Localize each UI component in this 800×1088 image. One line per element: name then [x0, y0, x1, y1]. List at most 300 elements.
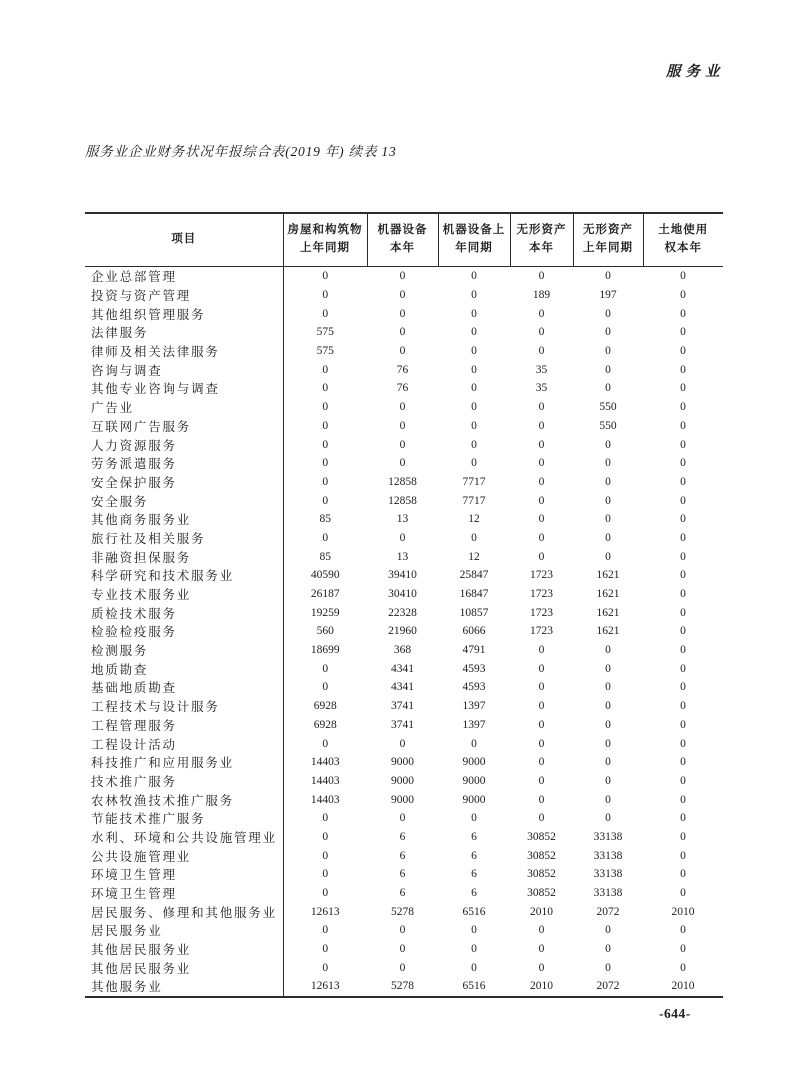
- row-label: 安全保护服务: [85, 473, 283, 492]
- cell-value: 0: [538, 681, 545, 694]
- cell-value: 0: [399, 401, 406, 414]
- cell-value: 0: [680, 868, 686, 881]
- col-header-line2: 本年: [390, 242, 415, 254]
- row-label: 居民服务业: [85, 921, 283, 940]
- table-row: [85, 828, 723, 847]
- col-header-line2: 权本年: [664, 242, 702, 254]
- cell-value: 0: [538, 550, 545, 563]
- cell-value: 0: [471, 382, 477, 395]
- cell-value: 0: [680, 401, 686, 414]
- cell-value: 550: [599, 419, 617, 432]
- col-header-line2: 上年同期: [300, 242, 350, 254]
- cell-value: 16847: [459, 588, 489, 601]
- cell-value: 21960: [388, 625, 417, 638]
- cell-value: 197: [599, 289, 617, 302]
- cell-value: 575: [316, 326, 334, 339]
- table-row: [85, 977, 723, 997]
- cell-value: 9000: [462, 756, 486, 769]
- cell-value: 0: [605, 475, 611, 488]
- row-label: 其他居民服务业: [85, 958, 283, 977]
- row-label: 专业技术服务业: [85, 585, 283, 604]
- cell-value: 0: [538, 270, 545, 283]
- cell-value: 6928: [313, 700, 337, 713]
- cell-value: 1723: [530, 569, 553, 582]
- col-header-machinery-prev: [438, 213, 510, 267]
- cell-value: 0: [605, 662, 611, 675]
- row-label: 工程管理服务: [85, 716, 283, 735]
- cell-value: 12: [468, 513, 480, 526]
- cell-value: 0: [471, 812, 477, 825]
- table-row: [85, 398, 723, 417]
- row-label: 其他专业咨询与调查: [85, 379, 283, 398]
- cell-value: 0: [322, 849, 329, 862]
- cell-value: 40590: [310, 569, 340, 582]
- cell-value: 10857: [459, 606, 489, 619]
- table-row: [85, 958, 723, 977]
- cell-value: 85: [319, 513, 331, 526]
- table-row: [85, 267, 723, 286]
- cell-value: 0: [471, 419, 477, 432]
- table-row: [85, 641, 723, 660]
- row-label: 检验检疫服务: [85, 622, 283, 641]
- row-label: 非融资担保服务: [85, 547, 283, 566]
- cell-value: 76: [396, 363, 409, 376]
- cell-value: 9000: [462, 793, 486, 806]
- row-label: 环境卫生管理: [85, 865, 283, 884]
- cell-value: 0: [605, 681, 611, 694]
- cell-value: 0: [680, 588, 686, 601]
- cell-value: 4593: [462, 681, 486, 694]
- cell-value: 0: [680, 606, 686, 619]
- table-row: [85, 473, 723, 492]
- cell-value: 0: [322, 494, 329, 507]
- table-row: [85, 753, 723, 772]
- cell-value: 0: [538, 494, 545, 507]
- table-row: [85, 772, 723, 791]
- row-label: 地质勘查: [85, 659, 283, 678]
- cell-value: 0: [538, 737, 545, 750]
- cell-value: 0: [680, 681, 686, 694]
- cell-value: 0: [322, 961, 329, 974]
- cell-value: 0: [680, 270, 686, 283]
- cell-value: 30410: [388, 588, 417, 601]
- table-row: [85, 323, 723, 342]
- table-row: [85, 286, 723, 305]
- row-label: 律师及相关法律服务: [85, 342, 283, 361]
- table-row: [85, 734, 723, 753]
- cell-value: 0: [471, 289, 477, 302]
- row-label: 互联网广告服务: [85, 417, 283, 436]
- cell-value: 2010: [530, 905, 553, 918]
- cell-value: 0: [322, 868, 329, 881]
- cell-value: 4341: [391, 681, 414, 694]
- cell-value: 0: [605, 812, 611, 825]
- cell-value: 0: [605, 774, 611, 787]
- cell-value: 0: [399, 737, 406, 750]
- col-header-line1: 无形资产: [583, 224, 633, 237]
- cell-value: 22328: [388, 606, 417, 619]
- corner-section-label: 服务业: [666, 64, 725, 80]
- cell-value: 33138: [593, 830, 623, 843]
- cell-value: 0: [680, 382, 686, 395]
- cell-value: 0: [605, 924, 611, 937]
- cell-value: 0: [680, 513, 686, 526]
- cell-value: 0: [471, 307, 477, 320]
- cell-value: 368: [393, 644, 412, 657]
- cell-value: 0: [471, 943, 477, 956]
- cell-value: 0: [399, 961, 406, 974]
- cell-value: 39410: [388, 569, 417, 582]
- cell-value: 9000: [391, 793, 414, 806]
- page-number: -644-: [659, 1006, 691, 1021]
- row-label: 农林牧渔技术推广服务: [85, 790, 283, 809]
- row-label: 其他商务服务业: [85, 510, 283, 529]
- cell-value: 0: [322, 475, 329, 488]
- cell-value: 0: [538, 943, 545, 956]
- cell-value: 0: [322, 419, 329, 432]
- cell-value: 76: [396, 382, 409, 395]
- cell-value: 189: [532, 289, 551, 302]
- cell-value: 0: [538, 812, 545, 825]
- cell-value: 0: [538, 793, 545, 806]
- cell-value: 0: [605, 550, 611, 563]
- cell-value: 0: [680, 307, 686, 320]
- cell-value: 12613: [310, 905, 340, 918]
- row-label: 工程技术与设计服务: [85, 697, 283, 716]
- table-row: [85, 529, 723, 548]
- cell-value: 0: [538, 700, 545, 713]
- cell-value: 1397: [462, 700, 486, 713]
- cell-value: 0: [471, 401, 477, 414]
- cell-value: 4341: [391, 662, 414, 675]
- cell-value: 0: [322, 363, 329, 376]
- col-header-line1: 土地使用: [658, 224, 709, 237]
- table-row: [85, 790, 723, 809]
- col-header-intangible-prev: [573, 213, 643, 267]
- cell-value: 0: [471, 326, 477, 339]
- cell-value: 30852: [527, 849, 556, 862]
- cell-value: 0: [322, 307, 329, 320]
- cell-value: 5278: [391, 905, 414, 918]
- cell-value: 13: [396, 513, 409, 526]
- cell-value: 0: [538, 756, 545, 769]
- cell-value: 0: [680, 849, 686, 862]
- row-label: 公共设施管理业: [85, 846, 283, 865]
- cell-value: 0: [605, 793, 611, 806]
- table-row: [85, 622, 723, 641]
- header-row: [85, 213, 723, 267]
- table-row: [85, 678, 723, 697]
- row-label: 安全服务: [85, 491, 283, 510]
- cell-value: 7717: [462, 475, 486, 488]
- col-header-intangible-current: [510, 213, 573, 267]
- cell-value: 33138: [593, 887, 623, 900]
- table-body: [85, 267, 723, 997]
- cell-value: 0: [605, 382, 611, 395]
- cell-value: 0: [322, 531, 329, 544]
- cell-value: 0: [538, 513, 545, 526]
- cell-value: 1723: [530, 606, 553, 619]
- financial-table-wrap: [85, 212, 723, 998]
- cell-value: 0: [322, 270, 329, 283]
- row-label: 法律服务: [85, 323, 283, 342]
- cell-value: 14403: [310, 793, 340, 806]
- row-label: 劳务派遣服务: [85, 454, 283, 473]
- row-label: 其他服务业: [85, 977, 283, 997]
- cell-value: 0: [680, 457, 686, 470]
- table-row: [85, 342, 723, 361]
- cell-value: 6516: [462, 905, 486, 918]
- cell-value: 0: [680, 345, 686, 358]
- cell-value: 0: [605, 345, 611, 358]
- cell-value: 1397: [462, 718, 486, 731]
- table-row: [85, 865, 723, 884]
- cell-value: 0: [680, 531, 686, 544]
- cell-value: 1723: [530, 588, 553, 601]
- table-row: [85, 566, 723, 585]
- cell-value: 0: [680, 961, 686, 974]
- cell-value: 12858: [388, 494, 417, 507]
- cell-value: 575: [316, 345, 334, 358]
- row-label: 环境卫生管理: [85, 884, 283, 903]
- cell-value: 0: [605, 270, 611, 283]
- cell-value: 0: [680, 644, 686, 657]
- table-row: [85, 417, 723, 436]
- cell-value: 0: [471, 270, 477, 283]
- row-label: 其他组织管理服务: [85, 304, 283, 323]
- cell-value: 1723: [530, 625, 553, 638]
- cell-value: 30852: [527, 887, 556, 900]
- cell-value: 0: [322, 737, 329, 750]
- row-label: 基础地质勘查: [85, 678, 283, 697]
- table-row: [85, 846, 723, 865]
- cell-value: 0: [322, 382, 329, 395]
- cell-value: 0: [471, 438, 477, 451]
- cell-value: 1621: [596, 606, 620, 619]
- cell-value: 1621: [596, 569, 620, 582]
- row-label: 质检技术服务: [85, 603, 283, 622]
- cell-value: 33138: [593, 868, 623, 881]
- cell-value: 2010: [671, 980, 695, 993]
- cell-value: 6: [471, 887, 477, 900]
- cell-value: 9000: [391, 774, 414, 787]
- row-label: 广告业: [85, 398, 283, 417]
- cell-value: 12858: [388, 475, 417, 488]
- document-title: 服务业企业财务状况年报综合表(2019 年) 续表 13: [85, 144, 397, 159]
- table-row: [85, 379, 723, 398]
- cell-value: 0: [680, 830, 686, 843]
- cell-value: 0: [399, 457, 406, 470]
- cell-value: 0: [605, 961, 611, 974]
- cell-value: 0: [538, 774, 545, 787]
- cell-value: 0: [605, 531, 611, 544]
- cell-value: 0: [680, 700, 686, 713]
- cell-value: 0: [680, 718, 686, 731]
- table-row: [85, 697, 723, 716]
- cell-value: 0: [605, 438, 611, 451]
- row-label: 科技推广和应用服务业: [85, 753, 283, 772]
- cell-value: 0: [680, 419, 686, 432]
- cell-value: 26187: [310, 588, 340, 601]
- table-row: [85, 809, 723, 828]
- cell-value: 0: [605, 513, 611, 526]
- cell-value: 0: [322, 943, 329, 956]
- table-row: [85, 603, 723, 622]
- cell-value: 0: [322, 812, 329, 825]
- col-header-line2: 本年: [529, 242, 554, 254]
- row-label: 其他居民服务业: [85, 940, 283, 959]
- cell-value: 0: [605, 307, 611, 320]
- cell-value: 0: [538, 475, 545, 488]
- cell-value: 3741: [391, 700, 414, 713]
- cell-value: 6516: [462, 980, 486, 993]
- cell-value: 0: [680, 494, 686, 507]
- cell-value: 0: [471, 457, 477, 470]
- row-label: 科学研究和技术服务业: [85, 566, 283, 585]
- cell-value: 0: [399, 419, 406, 432]
- cell-value: 12613: [310, 980, 340, 993]
- cell-value: 13: [396, 550, 409, 563]
- cell-value: 0: [399, 307, 406, 320]
- cell-value: 0: [399, 345, 406, 358]
- table-row: [85, 304, 723, 323]
- cell-value: 0: [680, 756, 686, 769]
- cell-value: 0: [322, 830, 329, 843]
- cell-value: 6: [399, 868, 406, 881]
- cell-value: 6: [399, 887, 406, 900]
- table-row: [85, 921, 723, 940]
- cell-value: 0: [680, 774, 686, 787]
- cell-value: 0: [605, 943, 611, 956]
- table-row: [85, 435, 723, 454]
- cell-value: 0: [538, 438, 545, 451]
- cell-value: 6928: [313, 718, 337, 731]
- cell-value: 0: [605, 756, 611, 769]
- cell-value: 6066: [462, 625, 486, 638]
- cell-value: 6: [399, 830, 406, 843]
- row-label: 旅行社及相关服务: [85, 529, 283, 548]
- col-header-line2: 上年同期: [583, 242, 633, 254]
- cell-value: 0: [399, 812, 406, 825]
- cell-value: 0: [538, 345, 545, 358]
- table-row: [85, 360, 723, 379]
- row-label: 工程设计活动: [85, 734, 283, 753]
- cell-value: 560: [316, 625, 334, 638]
- cell-value: 0: [538, 326, 545, 339]
- col-header-machinery-current: [367, 213, 438, 267]
- cell-value: 2010: [671, 905, 695, 918]
- cell-value: 0: [538, 419, 545, 432]
- cell-value: 19259: [310, 606, 340, 619]
- cell-value: 2072: [596, 980, 620, 993]
- cell-value: 0: [680, 569, 686, 582]
- cell-value: 9000: [391, 756, 414, 769]
- cell-value: 0: [680, 625, 686, 638]
- cell-value: 14403: [310, 774, 340, 787]
- cell-value: 14403: [310, 756, 340, 769]
- cell-value: 2010: [530, 980, 553, 993]
- cell-value: 0: [471, 961, 477, 974]
- cell-value: 9000: [462, 774, 486, 787]
- cell-value: 12: [468, 550, 480, 563]
- cell-value: 0: [538, 718, 545, 731]
- cell-value: 0: [399, 438, 406, 451]
- col-header-line1: 无形资产: [516, 224, 567, 237]
- table-row: [85, 510, 723, 529]
- cell-value: 0: [680, 289, 686, 302]
- cell-value: 0: [680, 475, 686, 488]
- cell-value: 35: [535, 382, 548, 395]
- cell-value: 0: [399, 289, 406, 302]
- cell-value: 0: [605, 494, 611, 507]
- cell-value: 1621: [596, 625, 620, 638]
- cell-value: 35: [535, 363, 548, 376]
- cell-value: 0: [680, 943, 686, 956]
- cell-value: 0: [538, 924, 545, 937]
- cell-value: 0: [680, 550, 686, 563]
- cell-value: 0: [538, 401, 545, 414]
- cell-value: 6: [471, 849, 477, 862]
- cell-value: 0: [322, 289, 329, 302]
- cell-value: 0: [322, 662, 329, 675]
- row-label: 技术推广服务: [85, 772, 283, 791]
- cell-value: 30852: [527, 868, 556, 881]
- cell-value: 0: [605, 644, 611, 657]
- cell-value: 0: [605, 700, 611, 713]
- cell-value: 0: [399, 326, 406, 339]
- cell-value: 0: [322, 438, 329, 451]
- row-label: 咨询与调查: [85, 360, 283, 379]
- col-header-line2: 年同期: [455, 242, 493, 254]
- col-header-item: 项目: [85, 213, 283, 267]
- cell-value: 0: [471, 737, 477, 750]
- cell-value: 1621: [596, 588, 620, 601]
- cell-value: 0: [680, 363, 686, 376]
- col-header-line1: 机器设备上: [442, 224, 506, 237]
- row-label: 居民服务、修理和其他服务业: [85, 902, 283, 921]
- cell-value: 0: [680, 326, 686, 339]
- cell-value: 25847: [459, 569, 489, 582]
- cell-value: 0: [680, 662, 686, 675]
- cell-value: 85: [319, 550, 331, 563]
- table-row: [85, 940, 723, 959]
- table-row: [85, 716, 723, 735]
- cell-value: 0: [605, 737, 611, 750]
- cell-value: 0: [399, 924, 406, 937]
- cell-value: 0: [538, 961, 545, 974]
- cell-value: 0: [399, 943, 406, 956]
- financial-table: [85, 212, 723, 998]
- table-row: [85, 454, 723, 473]
- cell-value: 0: [680, 887, 686, 900]
- cell-value: 0: [605, 326, 611, 339]
- cell-value: 0: [471, 363, 477, 376]
- row-label: 企业总部管理: [85, 267, 283, 286]
- cell-value: 0: [399, 270, 406, 283]
- cell-value: 0: [538, 662, 545, 675]
- cell-value: 0: [322, 401, 329, 414]
- cell-value: 5278: [391, 980, 414, 993]
- cell-value: 0: [680, 924, 686, 937]
- cell-value: 30852: [527, 830, 556, 843]
- cell-value: 0: [605, 457, 611, 470]
- cell-value: 550: [599, 401, 617, 414]
- cell-value: 6: [399, 849, 406, 862]
- row-label: 人力资源服务: [85, 435, 283, 454]
- cell-value: 4593: [462, 662, 486, 675]
- cell-value: 0: [680, 812, 686, 825]
- cell-value: 0: [538, 457, 545, 470]
